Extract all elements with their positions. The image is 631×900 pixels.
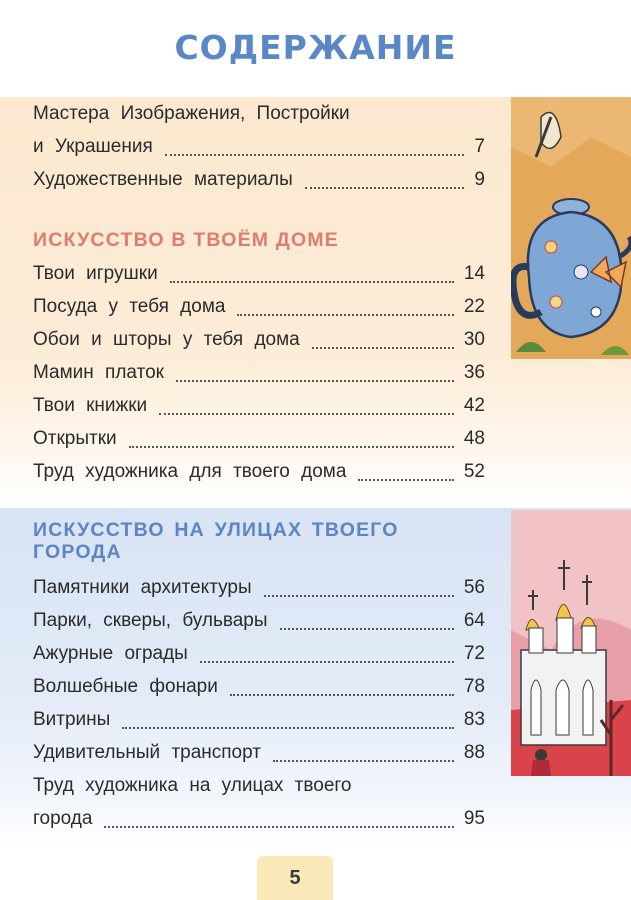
toc-entry-title: Художественные материалы bbox=[33, 169, 293, 190]
dot-leader bbox=[104, 826, 453, 828]
toc-entry[interactable] bbox=[33, 643, 485, 671]
toc-entry-page: 48 bbox=[463, 428, 485, 449]
dot-leader bbox=[264, 595, 454, 597]
toc-entry[interactable] bbox=[33, 709, 485, 737]
dot-leader bbox=[312, 347, 454, 349]
toc-entry[interactable] bbox=[33, 103, 485, 131]
toc-entry-page: 83 bbox=[463, 709, 485, 730]
toc-entry-title: Волшебные фонари bbox=[33, 676, 218, 697]
toc-entry-title: Удивительный транспорт bbox=[33, 742, 261, 763]
toc-entry-page: 78 bbox=[463, 676, 485, 697]
toc-entry[interactable] bbox=[33, 676, 485, 704]
dot-leader bbox=[176, 380, 454, 382]
dot-leader bbox=[159, 413, 454, 415]
toc-entry-title: Труд художника для твоего дома bbox=[33, 461, 347, 482]
toc-entry-page: 42 bbox=[463, 395, 485, 416]
churches-illustration bbox=[511, 510, 631, 776]
toc-entry[interactable] bbox=[33, 461, 485, 489]
toc-entry-title: Памятники архитектуры bbox=[33, 577, 252, 598]
dot-leader bbox=[237, 314, 453, 316]
dot-leader bbox=[122, 727, 454, 729]
toc-entry-title: Мамин платок bbox=[33, 362, 164, 383]
toc-entry-title: Труд художника на улицах твоего bbox=[33, 775, 352, 796]
toc-entry-page: 52 bbox=[463, 461, 485, 482]
toc-entry[interactable] bbox=[33, 263, 485, 291]
toc-entry-page: 95 bbox=[463, 808, 485, 829]
toc-entry-page: 64 bbox=[463, 610, 485, 631]
dot-leader bbox=[358, 479, 453, 481]
section-heading-line: ГОРОДА bbox=[33, 541, 122, 563]
toc-entry[interactable] bbox=[33, 136, 485, 164]
toc-entry-page: 30 bbox=[463, 329, 485, 350]
toc-entry[interactable] bbox=[33, 775, 485, 803]
toc-entry-title: Парки, скверы, бульвары bbox=[33, 610, 268, 631]
toc-entry-title: города bbox=[33, 808, 93, 829]
dot-leader bbox=[170, 281, 454, 283]
toc-entry-title: Открытки bbox=[33, 428, 117, 449]
toc-entry-page: 72 bbox=[463, 643, 485, 664]
dot-leader bbox=[165, 154, 465, 156]
toc-entry[interactable] bbox=[33, 169, 485, 197]
dot-leader bbox=[273, 760, 454, 762]
toc-entry[interactable] bbox=[33, 577, 485, 605]
dot-leader bbox=[305, 187, 465, 189]
toc-entry-page: 22 bbox=[463, 296, 485, 317]
toc-entry-title: и Украшения bbox=[33, 136, 153, 157]
dot-leader bbox=[230, 694, 454, 696]
toc-entry[interactable] bbox=[33, 296, 485, 324]
toc-entry[interactable] bbox=[33, 610, 485, 638]
dot-leader bbox=[129, 446, 454, 448]
toc-entry-title: Посуда у тебя дома bbox=[33, 296, 226, 317]
toc-entry[interactable] bbox=[33, 329, 485, 357]
toc-entry-page: 14 bbox=[463, 263, 485, 284]
toc-entry-page: 9 bbox=[474, 169, 485, 190]
toc-entry-title: Твои игрушки bbox=[33, 263, 158, 284]
toc-entry-title: Ажурные ограды bbox=[33, 643, 188, 664]
toc-entry[interactable] bbox=[33, 362, 485, 390]
section-heading-city bbox=[33, 519, 493, 563]
toc-entry-title: Обои и шторы у тебя дома bbox=[33, 329, 300, 350]
toc-entry[interactable] bbox=[33, 395, 485, 423]
toc-entry[interactable] bbox=[33, 742, 485, 770]
toc-entry[interactable] bbox=[33, 808, 485, 836]
toc-entry[interactable] bbox=[33, 428, 485, 456]
toc-entry-title: Твои книжки bbox=[33, 395, 148, 416]
toc-entry-page: 36 bbox=[463, 362, 485, 383]
page-title: СОДЕРЖАНИЕ bbox=[174, 28, 457, 67]
section-heading-line: ИСКУССТВО НА УЛИЦАХ ТВОЕГО bbox=[33, 519, 399, 541]
dot-leader bbox=[200, 661, 454, 663]
toc-entry-title: Мастера Изображения, Постройки bbox=[33, 103, 350, 124]
toc-entry-page: 7 bbox=[474, 136, 485, 157]
toc-entry-page: 56 bbox=[463, 577, 485, 598]
dot-leader bbox=[280, 628, 454, 630]
toc-entry-title: Витрины bbox=[33, 709, 111, 730]
toc-entry-page: 88 bbox=[463, 742, 485, 763]
page-number: 5 bbox=[257, 856, 333, 900]
teapot-illustration bbox=[511, 97, 631, 359]
section-heading-home: ИСКУССТВО В ТВОЁМ ДОМЕ bbox=[33, 229, 339, 251]
